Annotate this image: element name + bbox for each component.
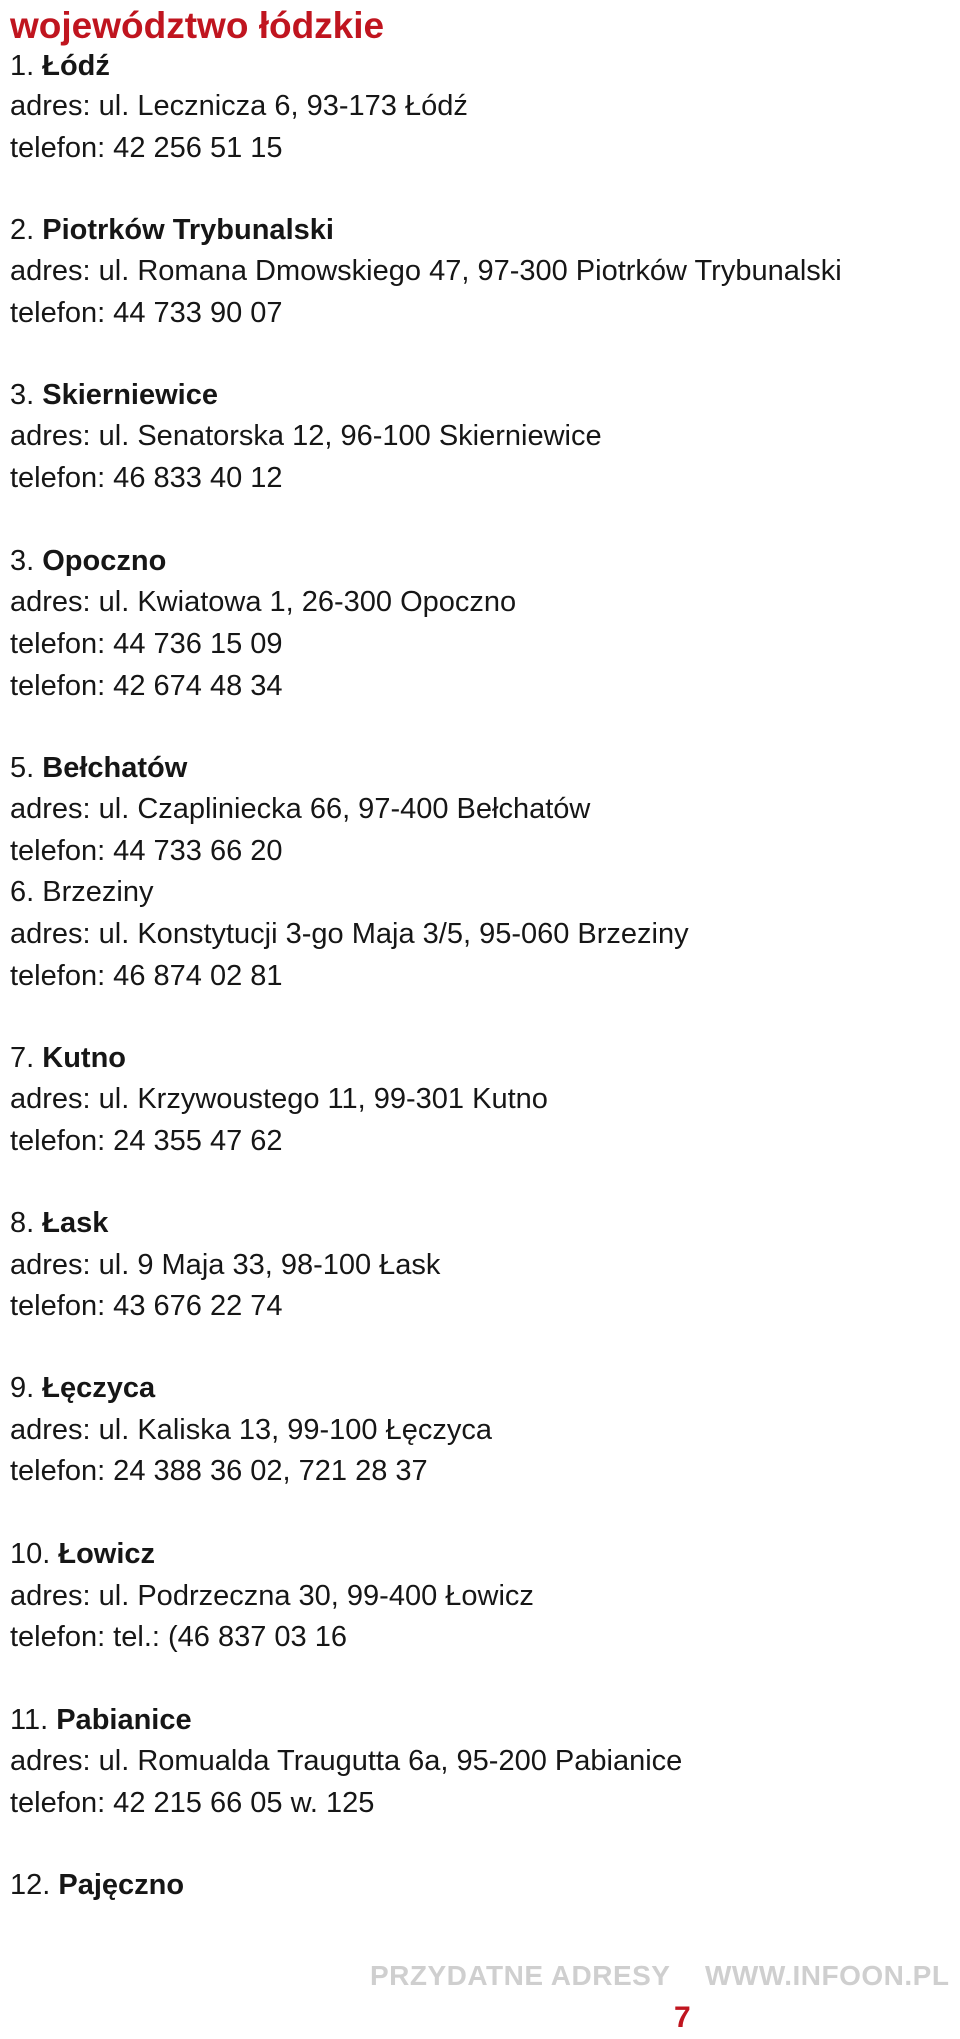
entry-number: 8. (10, 1207, 43, 1239)
entry-phone: telefon: 42 674 48 34 (10, 670, 283, 702)
entry-address: adres: ul. Konstytucji 3-go Maja 3/5, 95-060 Brzeziny (10, 918, 689, 950)
entry-city: Pajęczno (58, 1869, 185, 1901)
entry-number: 1. (10, 50, 43, 82)
entry-phone: telefon: 24 388 36 02, 721 28 37 (10, 1455, 428, 1487)
entry-address: adres: ul. Krzywoustego 11, 99-301 Kutno (10, 1083, 548, 1115)
entry-number: 3. (10, 379, 43, 411)
entry-heading (10, 1700, 192, 1740)
entry-address: adres: ul. Kaliska 13, 99-100 Łęczyca (10, 1414, 492, 1446)
entry-phone: telefon: tel.: (46 837 03 16 (10, 1621, 347, 1653)
entry-heading (10, 1038, 126, 1078)
entry-phone: telefon: 46 833 40 12 (10, 462, 283, 494)
entry-number: 12. (10, 1869, 59, 1901)
entry-city: Łowicz (58, 1538, 156, 1570)
entry-address: adres: ul. Podrzeczna 30, 99-400 Łowicz (10, 1580, 534, 1612)
entry-phone: telefon: 46 874 02 81 (10, 960, 283, 992)
entry-city: Kutno (42, 1042, 126, 1074)
region-title: województwo łódzkie (10, 5, 385, 46)
page-number: 7 (674, 2001, 691, 2034)
entry-heading (10, 375, 218, 415)
entry-phone: telefon: 24 355 47 62 (10, 1125, 283, 1157)
entry-number: 6. (10, 876, 43, 908)
entry-phone: telefon: 43 676 22 74 (10, 1290, 283, 1322)
entry-heading (10, 1534, 155, 1574)
entry-heading (10, 1865, 184, 1905)
entry-address: adres: ul. Romualda Traugutta 6a, 95-200 Pabianice (10, 1745, 683, 1777)
entry-number: 5. (10, 752, 43, 784)
footer-section-label: PRZYDATNE ADRESY (370, 1960, 671, 1991)
entry-number: 7. (10, 1042, 43, 1074)
entry-city: Brzeziny (42, 876, 154, 908)
entry-heading (10, 872, 153, 912)
entry-phone: telefon: 44 736 15 09 (10, 628, 283, 660)
entry-heading (10, 541, 166, 581)
entry-phone: telefon: 44 733 66 20 (10, 835, 283, 867)
entry-number: 3. (10, 545, 43, 577)
entry-city: Opoczno (42, 545, 167, 577)
entry-phone: telefon: 44 733 90 07 (10, 297, 283, 329)
entry-address: adres: ul. Romana Dmowskiego 47, 97-300 Piotrków Trybunalski (10, 255, 842, 287)
entry-heading (10, 1368, 155, 1408)
entry-heading (10, 1203, 108, 1243)
entry-phone: telefon: 42 256 51 15 (10, 132, 283, 164)
entry-city: Łask (42, 1207, 109, 1239)
entry-number: 9. (10, 1372, 43, 1404)
entry-heading (10, 46, 110, 86)
entry-address: adres: ul. Senatorska 12, 96-100 Skierniewice (10, 420, 602, 452)
entry-number: 10. (10, 1538, 59, 1570)
entry-city: Skierniewice (42, 379, 218, 411)
footer-website: WWW.INFOON.PL (705, 1960, 950, 1991)
entry-number: 11. (10, 1704, 57, 1736)
entry-city: Piotrków Trybunalski (42, 214, 334, 246)
entry-address: adres: ul. Czapliniecka 66, 97-400 Bełchatów (10, 793, 591, 825)
entry-address: adres: ul. 9 Maja 33, 98-100 Łask (10, 1249, 441, 1281)
entry-address: adres: ul. Lecznicza 6, 93-173 Łódź (10, 90, 468, 122)
entry-phone: telefon: 42 215 66 05 w. 125 (10, 1787, 375, 1819)
entry-city: Bełchatów (42, 752, 188, 784)
entry-city: Pabianice (56, 1704, 192, 1736)
entry-city: Łęczyca (42, 1372, 156, 1404)
entry-heading (10, 748, 187, 788)
entry-number: 2. (10, 214, 43, 246)
entry-city: Łódź (42, 50, 110, 82)
entry-address: adres: ul. Kwiatowa 1, 26-300 Opoczno (10, 586, 517, 618)
entry-heading (10, 210, 334, 250)
